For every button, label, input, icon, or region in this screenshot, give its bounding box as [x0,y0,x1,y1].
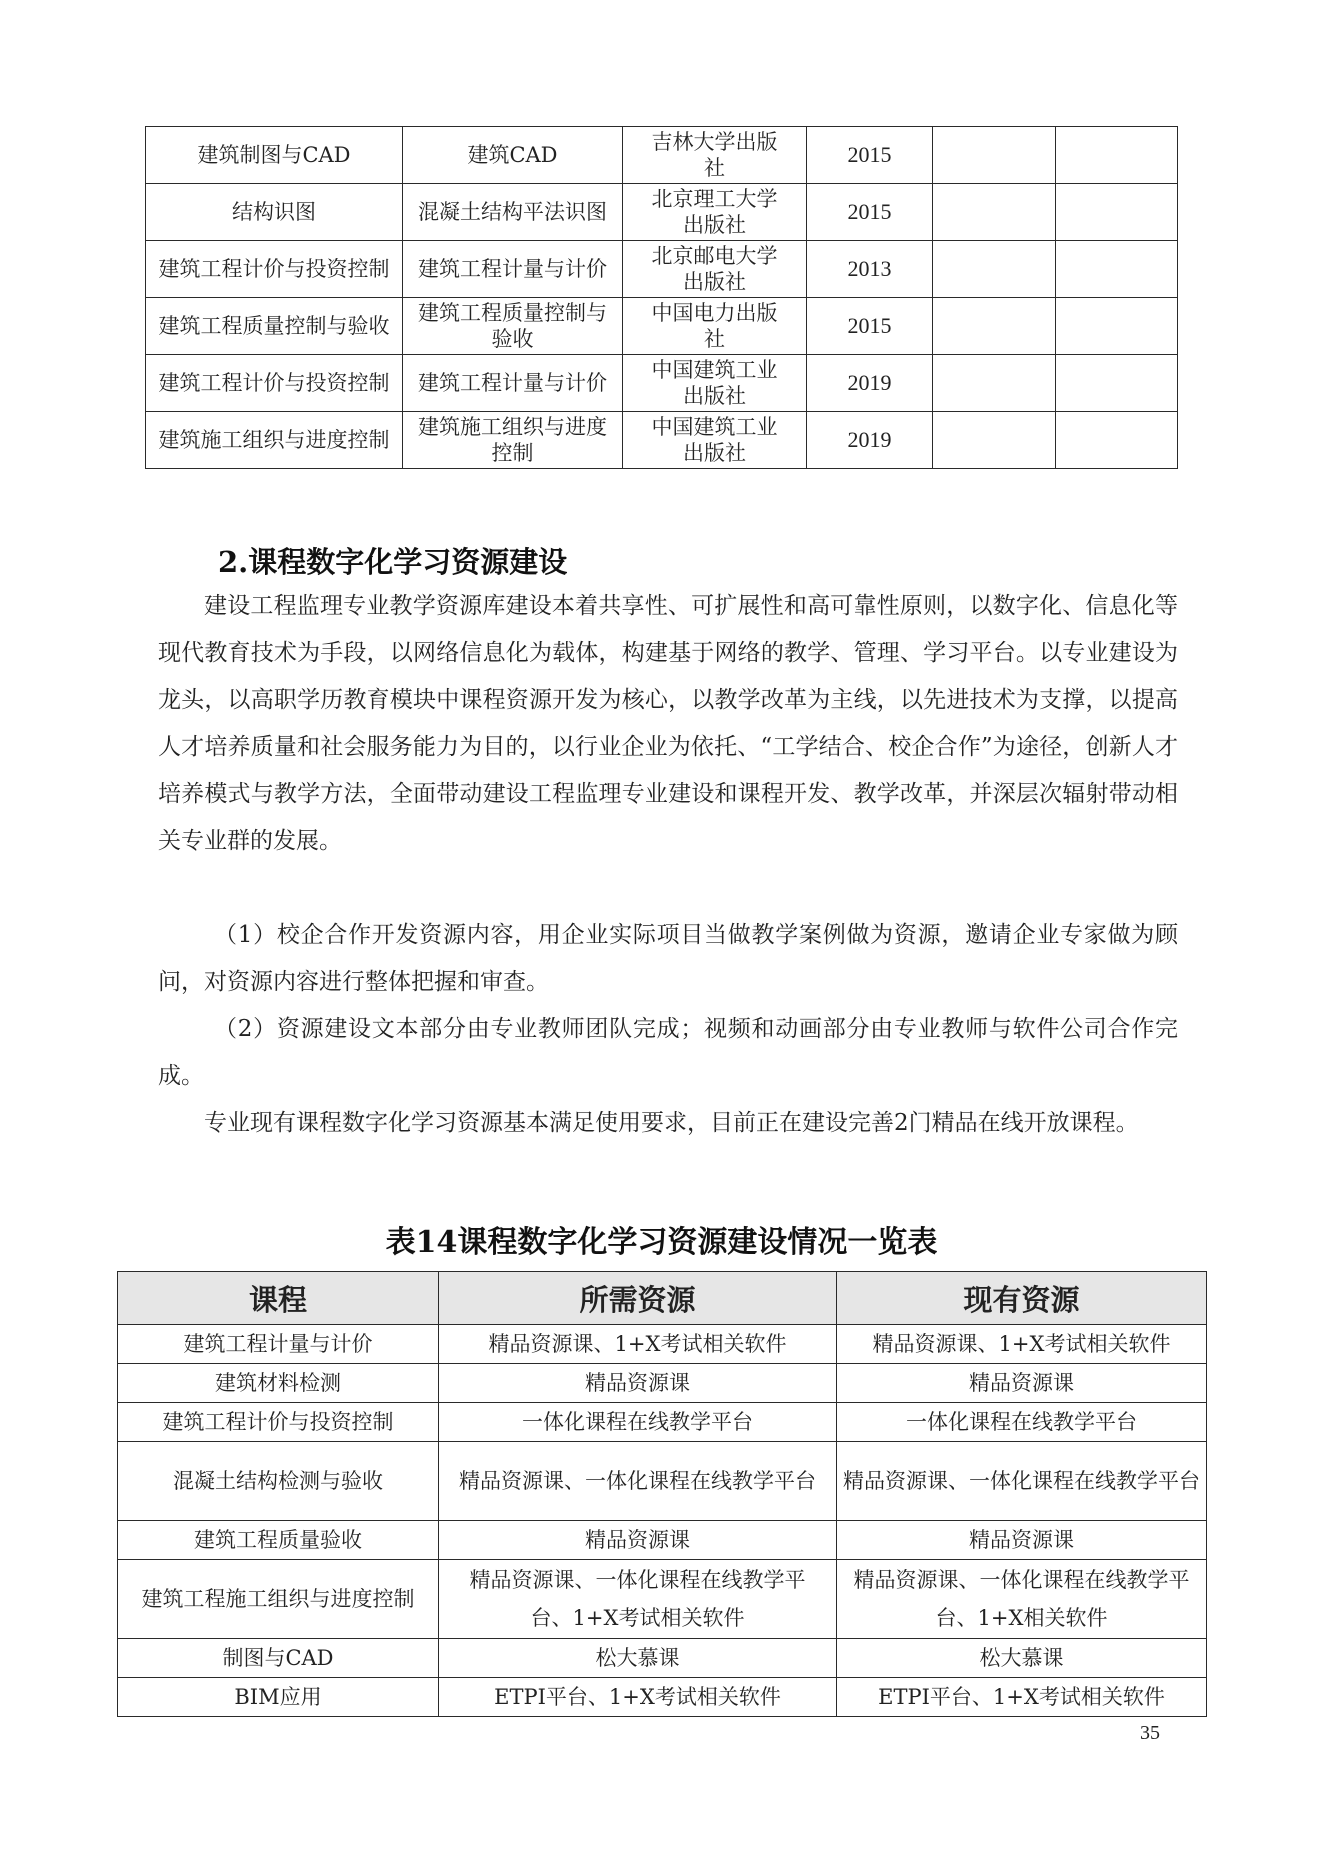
table-caption: 表14课程数字化学习资源建设情况一览表 [385,1225,938,1260]
empty-cell [1056,412,1178,469]
table-row [118,1442,1207,1521]
existing-cell: 松大慕课 [837,1639,1207,1678]
table-row [146,298,1178,355]
course-cell: 建筑工程质量控制与验收 [146,298,403,355]
empty-cell [1056,298,1178,355]
empty-cell [1056,241,1178,298]
year-cell: 2015 [807,298,933,355]
required-cell: 松大慕课 [439,1639,837,1678]
year-cell: 2013 [807,241,933,298]
existing-cell: 一体化课程在线教学平台 [837,1403,1207,1442]
course-cell: 建筑工程计量与计价 [118,1325,439,1364]
empty-cell [933,184,1056,241]
textbook-cell: 建筑施工组织与进度控制 [403,412,623,469]
column-header-course: 课程 [118,1272,439,1325]
year-cell: 2019 [807,412,933,469]
existing-cell: 精品资源课、一体化课程在线教学平台 [837,1442,1207,1521]
empty-cell [933,355,1056,412]
required-cell: 精品资源课 [439,1521,837,1560]
textbook-cell: 建筑CAD [403,127,623,184]
publisher-cell: 吉林大学出版社 [623,127,807,184]
required-cell: 精品资源课、一体化课程在线教学平台 [439,1442,837,1521]
table-row [146,184,1178,241]
table-header-row [118,1272,1207,1325]
existing-cell: 精品资源课 [837,1521,1207,1560]
year-cell: 2019 [807,355,933,412]
table-row [146,355,1178,412]
paragraph-item-1: （1）校企合作开发资源内容，用企业实际项目当做教学案例做为资源，邀请企业专家做为顾问，对资源内容进行整体把握和审查。 [158,922,1178,995]
paragraph-intro: 建设工程监理专业教学资源库建设本着共享性、可扩展性和高可靠性原则，以数字化、信息化等现代教育技术为手段，以网络信息化为载体，构建基于网络的教学、管理、学习平台。以专业建设为龙头，以高职学历教育模块中课程资源开发为核心，以教学改革为主线，以先进技术为支撑，以提高人才培养质量和社会服务能力为目的，以行业企业为依托、“工学结合、校企合作”为途径，创新人才培养模式与教学方法，全面带动建设工程监理专业建设和课程开发、教学改革，并深层次辐射带动相关专业群的发展。 [158,593,1178,854]
required-cell: 精品资源课、1+X考试相关软件 [439,1325,837,1364]
textbook-table [145,126,1178,469]
empty-cell [933,241,1056,298]
table-row [118,1325,1207,1364]
empty-cell [933,412,1056,469]
required-cell: 精品资源课、一体化课程在线教学平台、1+X考试相关软件 [439,1560,837,1639]
required-cell: 一体化课程在线教学平台 [439,1403,837,1442]
column-header-required: 所需资源 [439,1272,837,1325]
course-cell: BIM应用 [118,1678,439,1717]
course-cell: 建筑工程计价与投资控制 [146,355,403,412]
empty-cell [933,298,1056,355]
publisher-cell: 中国建筑工业出版社 [623,355,807,412]
year-cell: 2015 [807,127,933,184]
course-cell: 建筑工程质量验收 [118,1521,439,1560]
table-row [146,127,1178,184]
textbook-cell: 建筑工程计量与计价 [403,355,623,412]
table-row [118,1403,1207,1442]
empty-cell [1056,184,1178,241]
table-row [118,1639,1207,1678]
course-cell: 结构识图 [146,184,403,241]
table-row [118,1678,1207,1717]
course-cell: 混凝土结构检测与验收 [118,1442,439,1521]
publisher-cell: 中国电力出版社 [623,298,807,355]
course-cell: 制图与CAD [118,1639,439,1678]
publisher-cell: 北京理工大学出版社 [623,184,807,241]
paragraph-item-2: （2）资源建设文本部分由专业教师团队完成；视频和动画部分由专业教师与软件公司合作完成。 [158,1016,1178,1089]
empty-cell [933,127,1056,184]
page-number: 35 [1140,1722,1160,1744]
resources-table [117,1271,1207,1717]
table-row [146,241,1178,298]
empty-cell [1056,355,1178,412]
required-cell: 精品资源课 [439,1364,837,1403]
section-heading: 2.课程数字化学习资源建设 [218,545,568,579]
existing-cell: 精品资源课、1+X考试相关软件 [837,1325,1207,1364]
existing-cell: 精品资源课 [837,1364,1207,1403]
required-cell: ETPI平台、1+X考试相关软件 [439,1678,837,1717]
course-cell: 建筑工程计价与投资控制 [118,1403,439,1442]
course-cell: 建筑材料检测 [118,1364,439,1403]
column-header-existing: 现有资源 [837,1272,1207,1325]
course-cell: 建筑施工组织与进度控制 [146,412,403,469]
course-cell: 建筑制图与CAD [146,127,403,184]
existing-cell: ETPI平台、1+X考试相关软件 [837,1678,1207,1717]
publisher-cell: 北京邮电大学出版社 [623,241,807,298]
course-cell: 建筑工程施工组织与进度控制 [118,1560,439,1639]
table-row [118,1364,1207,1403]
year-cell: 2015 [807,184,933,241]
table-row [146,412,1178,469]
table-row [118,1521,1207,1560]
textbook-cell: 建筑工程计量与计价 [403,241,623,298]
textbook-cell: 建筑工程质量控制与验收 [403,298,623,355]
textbook-cell: 混凝土结构平法识图 [403,184,623,241]
empty-cell [1056,127,1178,184]
existing-cell: 精品资源课、一体化课程在线教学平台、1+X相关软件 [837,1560,1207,1639]
publisher-cell: 中国建筑工业出版社 [623,412,807,469]
course-cell: 建筑工程计价与投资控制 [146,241,403,298]
table-row [118,1560,1207,1639]
paragraph-summary: 专业现有课程数字化学习资源基本满足使用要求，目前正在建设完善2门精品在线开放课程。 [204,1110,1139,1136]
